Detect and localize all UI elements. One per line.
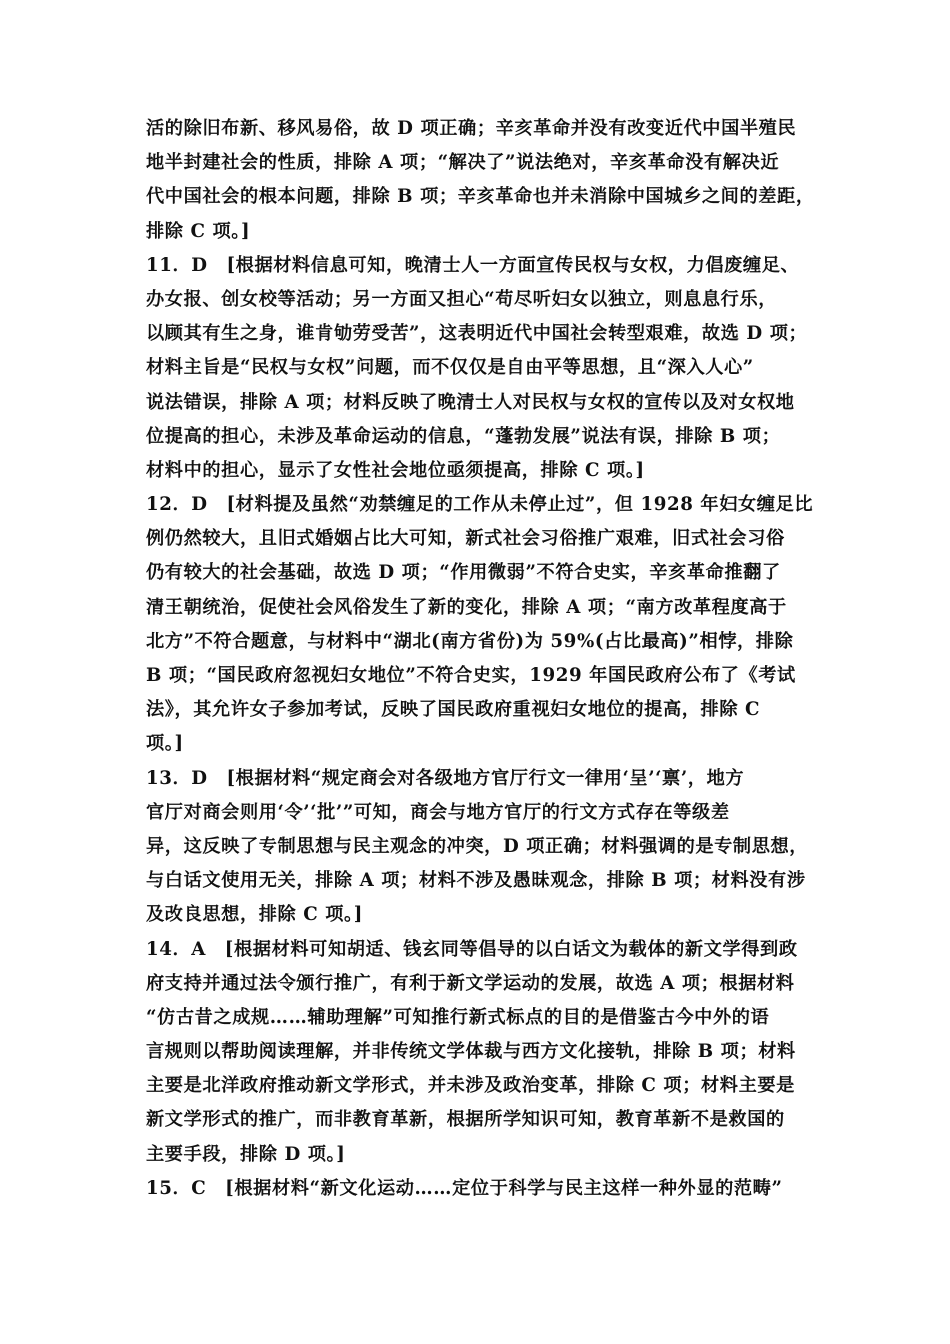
text-line: 仍有较大的社会基础，故选 D 项；“作用微弱”不符合史实，辛亥革命推翻了 [146, 562, 781, 584]
answer-explanation-text [146, 112, 818, 1206]
text-line: 排除 C 项。] [146, 220, 251, 242]
answer-13-line: 13．D [根据材料“规定商会对各级地方官厅行文一律用‘呈’‘禀’，地方 [146, 767, 745, 789]
text-line: 北方”不符合题意，与材料中“湖北(南方省份)为 59%(占比最高)”相悖，排除 [146, 630, 794, 652]
answer-12-line: 12．D [材料提及虽然“劝禁缠足的工作从未停止过”，但 1928 年妇女缠足比 [146, 494, 814, 516]
text-line: 办女报、创女校等活动；另一方面又担心“苟尽听妇女以独立，则息息行乐， [146, 288, 778, 310]
text-line: 材料中的担心，显示了女性社会地位亟须提高，排除 C 项。] [146, 459, 645, 481]
answer-11-line: 11．D [根据材料信息可知，晚清士人一方面宣传民权与女权，力倡废缠足、 [146, 254, 800, 276]
text-line: 官厅对商会则用‘令’‘批’”可知，商会与地方官厅的行文方式存在等级差 [146, 801, 730, 823]
text-line: 及改良思想，排除 C 项。] [146, 904, 363, 926]
text-line: “仿古昔之成规……辅助理解”可知推行新式标点的目的是借鉴古今中外的语 [146, 1006, 770, 1028]
text-line: 以顾其有生之身，谁肯劬劳受苦”，这表明近代中国社会转型艰难，故选 D 项； [146, 323, 808, 345]
text-line: 清王朝统治，促使社会风俗发生了新的变化，排除 A 项；“南方改革程度高于 [146, 596, 787, 618]
text-line: 材料主旨是“民权与女权”问题，而不仅仅是自由平等思想，且“深入人心” [146, 357, 754, 379]
text-line: 位提高的担心，未涉及革命运动的信息，“蓬勃发展”说法有误，排除 B 项； [146, 425, 781, 447]
text-line: B 项；“国民政府忽视妇女地位”不符合史实，1929 年国民政府公布了《考试 [146, 665, 796, 686]
text-line: 与白话文使用无关，排除 A 项；材料不涉及愚昧观念，排除 B 项；材料没有涉 [146, 870, 806, 892]
text-line: 言规则以帮助阅读理解，并非传统文学体裁与西方文化接轨，排除 B 项；材料 [146, 1041, 796, 1063]
text-line: 主要手段，排除 D 项。] [146, 1143, 346, 1165]
text-line: 地半封建社会的性质，排除 A 项；“解决了”说法绝对，辛亥革命没有解决近 [146, 152, 780, 174]
text-line: 例仍然较大，且旧式婚姻占比大可知，新式社会习俗推广艰难，旧式社会习俗 [146, 528, 785, 550]
text-line: 项。] [146, 733, 184, 755]
text-line: 主要是北洋政府推动新文学形式，并未涉及政治变革，排除 C 项；材料主要是 [146, 1075, 795, 1097]
text-line: 新文学形式的推广，而非教育革新，根据所学知识可知，教育革新不是救国的 [146, 1109, 785, 1131]
text-line: 法》，其允许女子参加考试，反映了国民政府重视妇女地位的提高，排除 C [146, 699, 761, 721]
text-line: 府支持并通过法令颁行推广，有利于新文学运动的发展，故选 A 项；根据材料 [146, 972, 795, 994]
text-line: 异，这反映了专制思想与民主观念的冲突，D 项正确；材料强调的是专制思想， [146, 835, 809, 857]
answer-14-line: 14．A [根据材料可知胡适、钱玄同等倡导的以白话文为载体的新文学得到政 [146, 938, 798, 960]
answer-15-line: 15．C [根据材料“新文化运动……定位于科学与民主这样一种外显的范畴” [146, 1177, 783, 1199]
text-line: 代中国社会的根本问题，排除 B 项；辛亥革命也并未消除中国城乡之间的差距， [146, 186, 815, 208]
text-line: 活的除旧布新、移风易俗，故 D 项正确；辛亥革命并没有改变近代中国半殖民 [146, 118, 797, 139]
text-line: 说法错误，排除 A 项；材料反映了晚清士人对民权与女权的宣传以及对女权地 [146, 391, 795, 413]
